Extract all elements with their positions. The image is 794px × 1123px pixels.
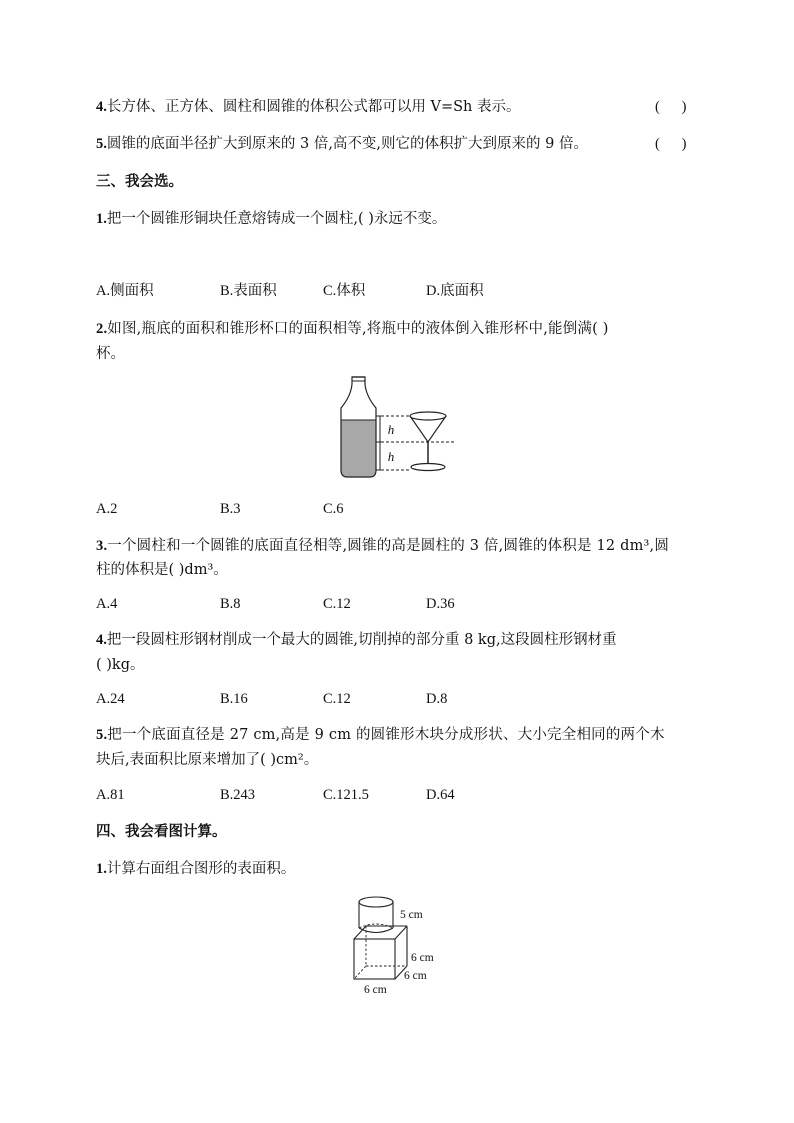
question-number: 4. (96, 632, 107, 648)
option-d[interactable]: D.64 (426, 787, 455, 803)
choice-question-4 (96, 630, 617, 650)
question-text-continued: ( )kg。 (96, 657, 145, 673)
cylinder-height-label: 5 cm (400, 909, 423, 921)
question-number: 4. (96, 99, 107, 115)
cylinder-cube-figure (350, 893, 450, 999)
option-c[interactable]: C.12 (323, 691, 351, 707)
choice-question-2 (96, 319, 609, 339)
choice-question-1 (96, 209, 446, 229)
bottle-glass-figure (330, 374, 460, 484)
option-a[interactable]: A.2 (96, 501, 118, 517)
option-b[interactable]: B.243 (220, 787, 256, 803)
option-d[interactable]: D.36 (426, 596, 455, 612)
section-heading: 四、我会看图计算。 (96, 823, 227, 840)
option-a[interactable]: A.24 (96, 691, 125, 707)
question-number: 2. (96, 321, 108, 337)
option-c[interactable]: C.121.5 (323, 787, 369, 803)
question-text: 把一个圆锥形铜块任意熔铸成一个圆柱,( )永远不变。 (106, 211, 447, 227)
judge-question-5 (96, 134, 588, 154)
cylinder-top (359, 897, 393, 907)
section-heading: 三、我会选。 (96, 173, 183, 190)
question-text: 计算右面组合图形的表面积。 (106, 861, 296, 877)
question-text-continued: 块后,表面积比原来增加了( )cm²。 (96, 752, 319, 768)
option-a[interactable]: A.侧面积 (96, 283, 154, 299)
question-text-continued: 杯。 (96, 346, 125, 362)
option-b[interactable]: B.3 (220, 501, 241, 517)
question-number: 5. (96, 136, 107, 152)
question-text: 圆锥的底面半径扩大到原来的 3 倍,高不变,则它的体积扩大到原来的 9 倍。 (106, 136, 588, 152)
answer-parentheses[interactable]: ( ) (655, 136, 687, 152)
height-label-upper: h (387, 422, 395, 437)
option-d[interactable]: D.底面积 (426, 283, 484, 299)
cube-width-label: 6 cm (364, 984, 387, 996)
choice-question-5 (96, 725, 665, 745)
option-b[interactable]: B.8 (220, 596, 241, 612)
option-a[interactable]: A.4 (96, 596, 118, 612)
question-text: 把一段圆柱形钢材削成一个最大的圆锥,切削掉的部分重 8 kg,这段圆柱形钢材重 (106, 632, 617, 648)
glass-base (411, 464, 445, 471)
question-text: 把一个底面直径是 27 cm,高是 9 cm 的圆锥形木块分成形状、大小完全相同的两个木 (107, 727, 665, 743)
cube-depth-label: 6 cm (404, 970, 427, 982)
liquid-fill (341, 420, 376, 477)
question-number: 1. (96, 861, 107, 877)
option-c[interactable]: C.12 (323, 596, 351, 612)
height-label-lower: h (387, 449, 395, 464)
option-d[interactable]: D.8 (426, 691, 448, 707)
option-a[interactable]: A.81 (96, 787, 125, 803)
option-c[interactable]: C.体积 (323, 283, 366, 299)
option-b[interactable]: B.表面积 (220, 283, 277, 299)
option-c[interactable]: C.6 (323, 501, 344, 517)
calc-question-1 (96, 859, 295, 879)
question-number: 3. (96, 538, 108, 554)
question-number: 1. (96, 211, 107, 227)
question-text: 长方体、正方体、圆柱和圆锥的体积公式都可以用 V=Sh 表示。 (106, 99, 521, 115)
question-text-continued: 柱的体积是( )dm³。 (96, 562, 228, 578)
cube-height-label: 6 cm (411, 952, 434, 964)
question-number: 5. (96, 727, 108, 743)
question-text: 一个圆柱和一个圆锥的底面直径相等,圆锥的高是圆柱的 3 倍,圆锥的体积是 12 dm³,圆 (107, 538, 670, 554)
glass-rim (410, 412, 446, 420)
option-b[interactable]: B.16 (220, 691, 248, 707)
choice-question-3 (96, 536, 669, 556)
judge-question-4 (96, 97, 520, 117)
question-text: 如图,瓶底的面积和锥形杯口的面积相等,将瓶中的液体倒入锥形杯中,能倒满( ) (107, 321, 609, 337)
answer-parentheses[interactable]: ( ) (655, 99, 687, 115)
